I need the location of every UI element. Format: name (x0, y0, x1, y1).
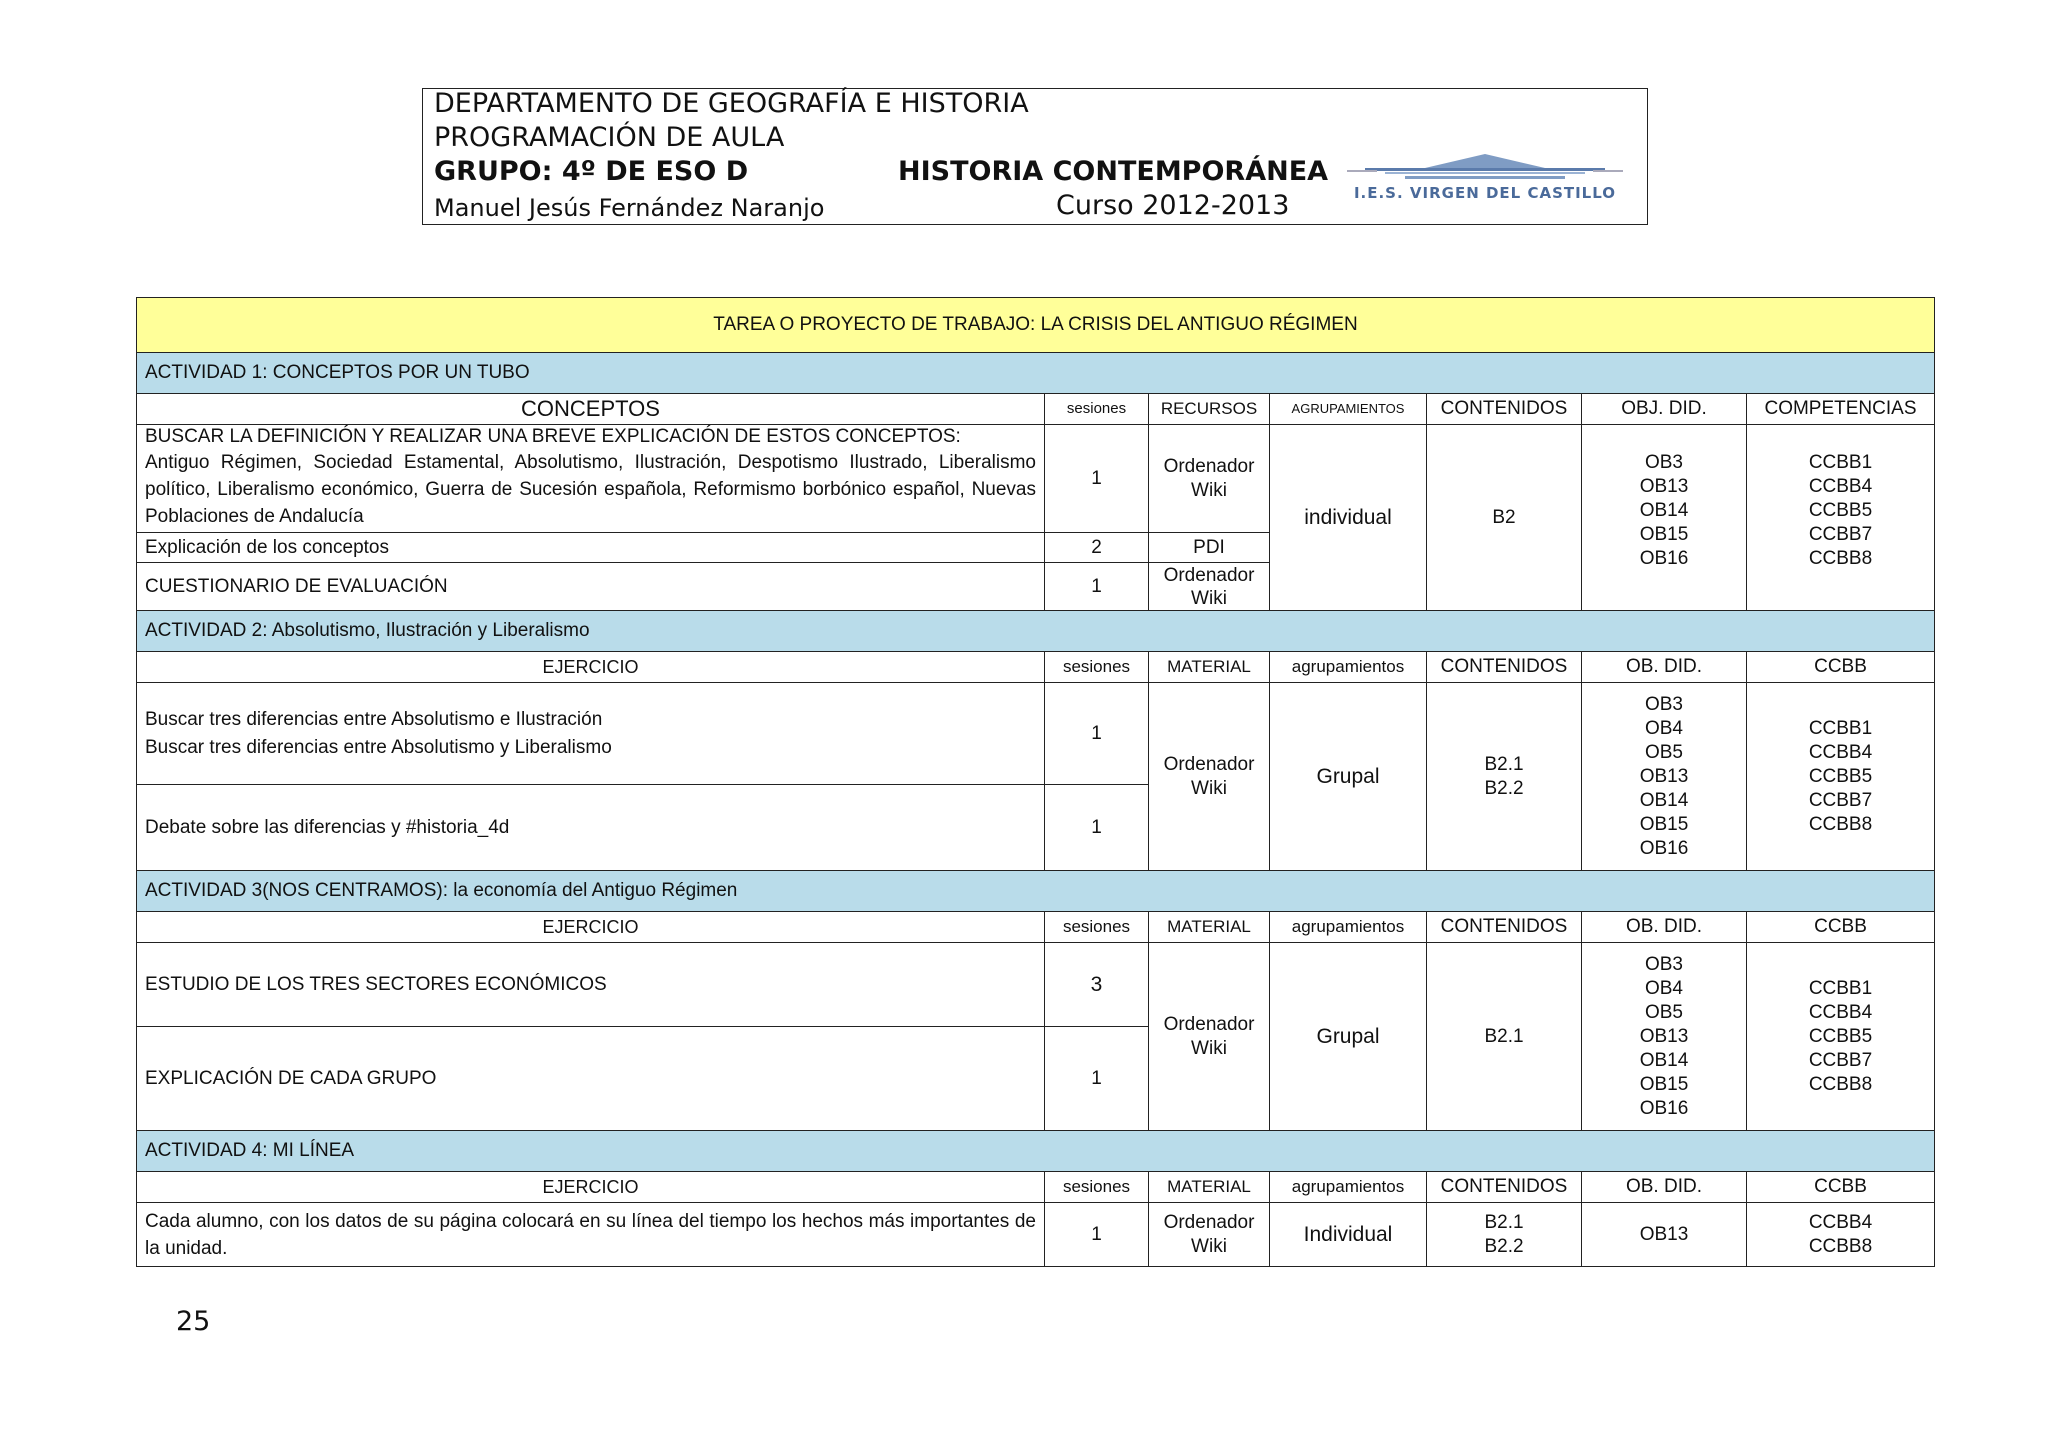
competencies-cell (1747, 425, 1935, 611)
activity-2-title-row (137, 611, 1935, 652)
material-cell (1149, 683, 1270, 871)
sessions-cell: 1 (1045, 785, 1149, 871)
school-building-icon (1345, 150, 1625, 186)
concepts-cell (137, 425, 1045, 533)
col-header-agrupamientos: agrupamientos (1270, 652, 1427, 683)
material-item: Wiki (1191, 777, 1227, 799)
resources-cell: PDI (1149, 533, 1270, 563)
sessions-cell: 1 (1045, 563, 1149, 611)
col-header-contenidos: CONTENIDOS (1427, 912, 1582, 943)
competency-item: CCBB8 (1808, 1235, 1873, 1257)
objective-item: OB14 (1639, 1049, 1689, 1071)
activity-2-title: ACTIVIDAD 2: Absolutismo, Ilustración y Liberalismo (137, 611, 1935, 652)
content-item: B2.2 (1484, 777, 1524, 799)
objectives-cell (1582, 425, 1747, 611)
competency-item: CCBB4 (1808, 1211, 1873, 1233)
competency-item: CCBB1 (1808, 977, 1873, 999)
activity-3-header-row (137, 912, 1935, 943)
col-header-ob-did: OB. DID. (1582, 1172, 1747, 1203)
program-name: PROGRAMACIÓN DE AULA (434, 122, 785, 153)
objective-item: OB16 (1639, 1097, 1689, 1119)
grouping-cell: Individual (1270, 1203, 1427, 1267)
activity-2-header-row (137, 652, 1935, 683)
objective-item: OB16 (1639, 548, 1689, 569)
objective-item: OB15 (1639, 524, 1689, 545)
project-title-row (137, 298, 1935, 353)
col-header-sesiones: sesiones (1045, 1172, 1149, 1203)
content-item: B2.1 (1484, 753, 1524, 775)
exercise-text: Cada alumno, con los datos de su página colocará en su línea del tiempo los hechos más importantes de la unidad. (137, 1203, 1045, 1267)
contents-cell (1427, 683, 1582, 871)
activity-4-header-row (137, 1172, 1935, 1203)
col-header-recursos: RECURSOS (1149, 394, 1270, 425)
col-header-contenidos: CONTENIDOS (1427, 394, 1582, 425)
col-header-agrupamientos: agrupamientos (1270, 912, 1427, 943)
competency-item: CCBB1 (1808, 717, 1873, 739)
activity-1-title-row (137, 353, 1935, 394)
exercise-cell (137, 683, 1045, 785)
col-header-ccbb: CCBB (1747, 912, 1935, 943)
objective-item: OB4 (1644, 717, 1684, 739)
competencies-cell (1747, 943, 1935, 1131)
competency-item: CCBB8 (1808, 813, 1873, 835)
work-project-table (136, 297, 1935, 1267)
table-row (137, 683, 1935, 785)
col-header-competencias: COMPETENCIAS (1747, 394, 1935, 425)
material-item: Ordenador (1163, 753, 1255, 775)
concepts-intro: BUSCAR LA DEFINICIÓN Y REALIZAR UNA BREVE EXPLICACIÓN DE ESTOS CONCEPTOS: (145, 426, 961, 447)
col-header-obj-did: OBJ. DID. (1582, 394, 1747, 425)
project-title: TAREA O PROYECTO DE TRABAJO: LA CRISIS DEL ANTIGUO RÉGIMEN (137, 298, 1935, 353)
contents-cell: B2 (1427, 425, 1582, 611)
objective-item: OB13 (1639, 476, 1689, 497)
exercise-text: Debate sobre las diferencias y #historia_4d (137, 785, 1045, 871)
col-header-agrupamientos: AGRUPAMIENTOS (1270, 394, 1427, 425)
resource-item: Ordenador (1163, 564, 1255, 586)
material-item: Wiki (1191, 1235, 1227, 1257)
teacher-name: Manuel Jesús Fernández Naranjo (434, 194, 825, 222)
exercise-text: EXPLICACIÓN DE CADA GRUPO (137, 1027, 1045, 1131)
objectives-cell (1582, 683, 1747, 871)
competency-item: CCBB5 (1808, 500, 1873, 521)
exercise-text: Explicación de los conceptos (137, 533, 1045, 563)
col-header-ob-did: OB. DID. (1582, 912, 1747, 943)
objective-item: OB3 (1644, 953, 1684, 975)
competency-item: CCBB5 (1808, 765, 1873, 787)
objective-item: OB15 (1639, 1073, 1689, 1095)
school-logo-text: I.E.S. VIRGEN DEL CASTILLO (1353, 184, 1617, 202)
table-row (137, 425, 1935, 533)
objective-item: OB3 (1644, 452, 1684, 473)
competency-item: CCBB5 (1808, 1025, 1873, 1047)
col-header-ccbb: CCBB (1747, 1172, 1935, 1203)
concepts-list: Antiguo Régimen, Sociedad Estamental, Absolutismo, Ilustración, Despotismo Ilustrado, Liberalismo político, Liberalismo económico, Guerra de Sucesión española, Reformismo borbónico español, Nuevas Poblaciones de Andalucía (145, 452, 1036, 527)
table-row (137, 943, 1935, 1027)
col-header-sesiones: sesiones (1045, 912, 1149, 943)
sessions-cell: 1 (1045, 425, 1149, 533)
activity-4-title: ACTIVIDAD 4: MI LÍNEA (137, 1131, 1935, 1172)
grouping-cell: Grupal (1270, 683, 1427, 871)
department-name: DEPARTAMENTO DE GEOGRAFÍA E HISTORIA (434, 88, 1029, 119)
school-logo (1345, 150, 1625, 212)
competency-item: CCBB7 (1808, 789, 1873, 811)
exercise-text: Buscar tres diferencias entre Absolutismo y Liberalismo (145, 736, 612, 758)
competencies-cell (1747, 1203, 1935, 1267)
grouping-cell: Grupal (1270, 943, 1427, 1131)
col-header-agrupamientos: agrupamientos (1270, 1172, 1427, 1203)
activity-3-title: ACTIVIDAD 3(NOS CENTRAMOS): la economía del Antiguo Régimen (137, 871, 1935, 912)
col-header-ejercicio: EJERCICIO (137, 652, 1045, 683)
objective-item: OB13 (1639, 765, 1689, 787)
col-header-ejercicio: EJERCICIO (137, 1172, 1045, 1203)
activity-3-title-row (137, 871, 1935, 912)
objective-item: OB5 (1644, 741, 1684, 763)
objectives-cell (1582, 943, 1747, 1131)
exercise-text: Buscar tres diferencias entre Absolutismo e Ilustración (145, 708, 603, 730)
course-label: Curso 2012-2013 (1056, 190, 1290, 221)
activity-1-title: ACTIVIDAD 1: CONCEPTOS POR UN TUBO (137, 353, 1935, 394)
grouping-cell: individual (1270, 425, 1427, 611)
competency-item: CCBB4 (1808, 741, 1873, 763)
material-item: Ordenador (1163, 1211, 1255, 1233)
content-item: B2.2 (1484, 1235, 1524, 1257)
page-number: 25 (176, 1306, 211, 1337)
col-header-sesiones: sesiones (1045, 394, 1149, 425)
objectives-cell: OB13 (1582, 1203, 1747, 1267)
objective-item: OB3 (1644, 693, 1684, 715)
col-header-conceptos: CONCEPTOS (137, 394, 1045, 425)
resource-item: Ordenador (1163, 455, 1255, 477)
competency-item: CCBB4 (1808, 1001, 1873, 1023)
col-header-sesiones: sesiones (1045, 652, 1149, 683)
competency-item: CCBB1 (1808, 452, 1873, 473)
objective-item: OB16 (1639, 837, 1689, 859)
sessions-cell: 1 (1045, 1027, 1149, 1131)
group-label: GRUPO: 4º DE ESO D (434, 156, 749, 187)
content-item: B2.1 (1484, 1211, 1524, 1233)
objective-item: OB14 (1639, 500, 1689, 521)
col-header-material: MATERIAL (1149, 912, 1270, 943)
resources-cell (1149, 563, 1270, 611)
sessions-cell: 3 (1045, 943, 1149, 1027)
activity-4-title-row (137, 1131, 1935, 1172)
competency-item: CCBB7 (1808, 1049, 1873, 1071)
resource-item: Wiki (1191, 479, 1227, 501)
objective-item: OB4 (1644, 977, 1684, 999)
competency-item: CCBB8 (1808, 1073, 1873, 1095)
material-cell (1149, 943, 1270, 1131)
sessions-cell: 1 (1045, 1203, 1149, 1267)
col-header-material: MATERIAL (1149, 652, 1270, 683)
competency-item: CCBB4 (1808, 476, 1873, 497)
exercise-text: CUESTIONARIO DE EVALUACIÓN (137, 563, 1045, 611)
sessions-cell: 1 (1045, 683, 1149, 785)
exercise-text: ESTUDIO DE LOS TRES SECTORES ECONÓMICOS (137, 943, 1045, 1027)
col-header-contenidos: CONTENIDOS (1427, 1172, 1582, 1203)
col-header-ejercicio: EJERCICIO (137, 912, 1045, 943)
contents-cell (1427, 1203, 1582, 1267)
competencies-cell (1747, 683, 1935, 871)
material-item: Wiki (1191, 1037, 1227, 1059)
objective-item: OB5 (1644, 1001, 1684, 1023)
sessions-cell: 2 (1045, 533, 1149, 563)
competency-item: CCBB7 (1808, 524, 1873, 545)
activity-1-header-row (137, 394, 1935, 425)
col-header-material: MATERIAL (1149, 1172, 1270, 1203)
col-header-ccbb: CCBB (1747, 652, 1935, 683)
subject-label: HISTORIA CONTEMPORÁNEA (898, 156, 1329, 187)
resources-cell (1149, 425, 1270, 533)
table-row (137, 1203, 1935, 1267)
col-header-ob-did: OB. DID. (1582, 652, 1747, 683)
objective-item: OB13 (1639, 1025, 1689, 1047)
material-cell (1149, 1203, 1270, 1267)
competency-item: CCBB8 (1808, 548, 1873, 569)
contents-cell: B2.1 (1427, 943, 1582, 1131)
col-header-contenidos: CONTENIDOS (1427, 652, 1582, 683)
objective-item: OB15 (1639, 813, 1689, 835)
material-item: Ordenador (1163, 1013, 1255, 1035)
objective-item: OB14 (1639, 789, 1689, 811)
resource-item: Wiki (1191, 587, 1227, 609)
